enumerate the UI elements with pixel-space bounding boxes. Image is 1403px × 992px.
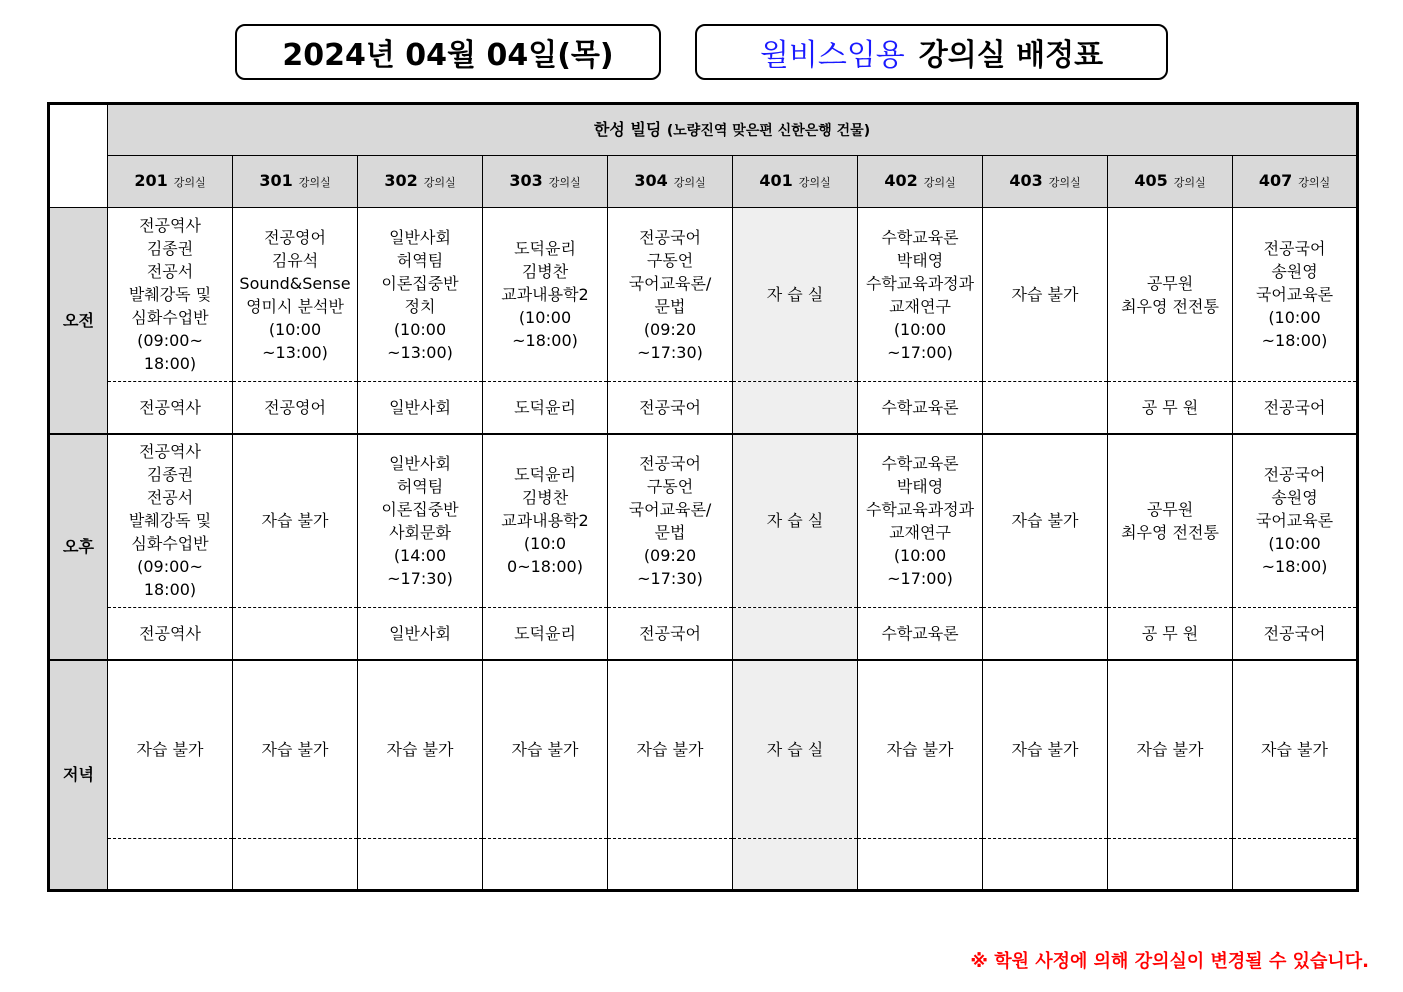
corner-cell — [49, 104, 108, 208]
schedule-cell — [858, 208, 983, 382]
schedule-cell — [1108, 434, 1233, 608]
schedule-cell — [108, 660, 233, 839]
period-label: 오후 — [49, 434, 108, 660]
class-info: 자습 불가 — [1011, 739, 1079, 759]
schedule-cell — [733, 208, 858, 382]
room-header-402 — [858, 156, 983, 208]
subject-cell — [608, 839, 733, 891]
class-info: 전공국어 송원영 국어교육론 (10:00 ~18:00) — [1255, 465, 1334, 577]
date-text: 2024년 04월 04일(목) — [282, 38, 614, 73]
schedule-title — [695, 24, 1168, 80]
room-suffix: 강의실 — [1048, 176, 1081, 189]
room-suffix: 강의실 — [923, 176, 956, 189]
class-info: 자습 불가 — [886, 739, 954, 759]
room-header-401 — [733, 156, 858, 208]
subject-cell: 공 무 원 — [1108, 608, 1233, 660]
schedule-cell — [483, 660, 608, 839]
class-info: 전공국어 구동언 국어교육론/ 문법 (09:20 ~17:30) — [628, 453, 712, 588]
schedule-cell — [608, 660, 733, 839]
room-number: 201 — [134, 171, 168, 190]
room-suffix: 강의실 — [673, 176, 706, 189]
class-info: 공무원 최우영 전전통 — [1121, 499, 1219, 542]
class-info: 자습 불가 — [1136, 739, 1204, 759]
room-suffix: 강의실 — [423, 176, 456, 189]
class-info: 자 습 실 — [766, 739, 824, 759]
subject-cell — [983, 382, 1108, 434]
room-number: 301 — [259, 171, 293, 190]
subject-cell — [983, 839, 1108, 891]
subject-cell — [733, 382, 858, 434]
class-info: 자습 불가 — [136, 739, 204, 759]
subject-cell: 전공국어 — [608, 382, 733, 434]
class-info: 자습 불가 — [1261, 739, 1328, 759]
subject-cell — [483, 839, 608, 891]
class-info: 자 습 실 — [766, 285, 824, 304]
period-row-2 — [49, 660, 1358, 839]
class-info: 자습 불가 — [511, 739, 579, 759]
room-suffix: 강의실 — [173, 176, 206, 189]
room-number: 405 — [1134, 171, 1168, 190]
schedule-cell — [1108, 660, 1233, 839]
schedule-cell — [358, 660, 483, 839]
schedule-cell — [108, 208, 233, 382]
date-title — [235, 24, 661, 80]
room-suffix: 강의실 — [798, 176, 831, 189]
class-info: 자습 불가 — [386, 739, 454, 759]
room-suffix: 강의실 — [1173, 176, 1206, 189]
schedule-cell — [858, 660, 983, 839]
schedule-cell — [233, 434, 358, 608]
room-header-301 — [233, 156, 358, 208]
room-suffix: 강의실 — [548, 176, 581, 189]
schedule-cell — [983, 660, 1108, 839]
subject-cell — [233, 839, 358, 891]
subject-cell: 수학교육론 — [858, 608, 983, 660]
subject-cell: 도덕윤리 — [483, 382, 608, 434]
room-header-407 — [1233, 156, 1358, 208]
room-number: 402 — [884, 171, 918, 190]
subject-cell — [858, 839, 983, 891]
schedule-cell — [483, 434, 608, 608]
room-header-403 — [983, 156, 1108, 208]
class-info: 일반사회 허역팀 이론집중반 사회문화 (14:00 ~17:30) — [381, 453, 459, 588]
subject-cell: 전공국어 — [1233, 382, 1358, 434]
subject-cell — [983, 608, 1108, 660]
subject-cell: 전공영어 — [233, 382, 358, 434]
subject-cell: 공 무 원 — [1108, 382, 1233, 434]
subject-cell: 전공역사 — [108, 608, 233, 660]
subject-cell: 전공국어 — [608, 608, 733, 660]
subject-cell: 일반사회 — [358, 608, 483, 660]
subject-cell: 전공역사 — [108, 382, 233, 434]
room-number: 401 — [759, 171, 793, 190]
class-info: 자습 불가 — [261, 511, 329, 531]
class-info: 전공국어 송원영 국어교육론 (10:00 ~18:00) — [1255, 239, 1334, 350]
subject-cell — [733, 608, 858, 660]
schedule-title-text: 강의실 배정표 — [918, 38, 1104, 73]
class-info: 자습 불가 — [1011, 285, 1079, 304]
room-header-302 — [358, 156, 483, 208]
class-info: 전공국어 구동언 국어교육론/ 문법 (09:20 ~17:30) — [628, 227, 712, 362]
subject-cell: 수학교육론 — [858, 382, 983, 434]
room-number: 407 — [1258, 171, 1293, 190]
period-row-0 — [49, 208, 1358, 382]
schedule-cell — [983, 208, 1108, 382]
schedule-cell — [1233, 434, 1358, 608]
class-info: 일반사회 허역팀 이론집중반 정치 (10:00 ~13:00) — [381, 227, 459, 362]
class-info: 자습 불가 — [261, 739, 329, 759]
subject-cell: 도덕윤리 — [483, 608, 608, 660]
subject-cell: 전공국어 — [1233, 608, 1358, 660]
class-info: 전공역사 김종권 전공서 발췌강독 및 심화수업반 (09:00~ 18:00) — [128, 216, 212, 373]
schedule-cell — [608, 434, 733, 608]
schedule-cell — [1108, 208, 1233, 382]
class-info: 전공역사 김종권 전공서 발췌강독 및 심화수업반 (09:00~ 18:00) — [128, 442, 212, 600]
brand-name: 윌비스임용 — [759, 38, 905, 73]
room-number: 304 — [634, 171, 668, 190]
room-suffix: 강의실 — [1298, 176, 1331, 189]
class-info: 도덕윤리 김병찬 교과내용학2 (10:0 0~18:00) — [501, 465, 589, 577]
class-info: 자 습 실 — [766, 511, 824, 531]
room-header-201 — [108, 156, 233, 208]
schedule-cell — [108, 434, 233, 608]
schedule-cell — [1233, 208, 1358, 382]
room-suffix: 강의실 — [298, 176, 331, 189]
schedule-cell — [358, 434, 483, 608]
room-header-405 — [1108, 156, 1233, 208]
schedule-cell — [858, 434, 983, 608]
schedule-cell — [608, 208, 733, 382]
schedule-cell — [983, 434, 1108, 608]
building-header — [108, 104, 1358, 156]
class-info: 수학교육론 박태영 수학교육과정과 교재연구 (10:00 ~17:00) — [865, 453, 975, 588]
period-subject-row-1 — [49, 608, 1358, 660]
class-info: 수학교육론 박태영 수학교육과정과 교재연구 (10:00 ~17:00) — [865, 227, 975, 362]
period-subject-row-2 — [49, 839, 1358, 891]
subject-cell — [1233, 839, 1358, 891]
subject-cell — [1108, 839, 1233, 891]
room-number: 303 — [509, 171, 543, 190]
period-subject-row-0 — [49, 382, 1358, 434]
room-header-row — [49, 156, 1358, 208]
class-info: 자습 불가 — [636, 739, 704, 759]
period-label: 저녁 — [49, 660, 108, 891]
subject-cell — [733, 839, 858, 891]
schedule-cell — [358, 208, 483, 382]
class-info: 도덕윤리 김병찬 교과내용학2 (10:00 ~18:00) — [501, 239, 589, 350]
classroom-schedule-table — [47, 102, 1359, 892]
period-label: 오전 — [49, 208, 108, 434]
room-number: 403 — [1009, 171, 1043, 190]
class-info: 전공영어 김유석 Sound&Sense 영미시 분석반 (10:00 ~13:00) — [239, 227, 351, 362]
subject-cell — [358, 839, 483, 891]
class-info: 자습 불가 — [1011, 511, 1079, 531]
room-header-304 — [608, 156, 733, 208]
change-notice: ※ 학원 사정에 의해 강의실이 변경될 수 있습니다. — [970, 951, 1369, 972]
building-location: (노량진역 맞은편 신한은행 건물) — [666, 122, 871, 139]
room-number: 302 — [384, 171, 418, 190]
schedule-cell — [733, 434, 858, 608]
subject-cell — [233, 608, 358, 660]
schedule-cell — [733, 660, 858, 839]
schedule-cell — [233, 208, 358, 382]
class-info: 공무원 최우영 전전통 — [1121, 273, 1219, 316]
building-name: 한성 빌딩 — [593, 119, 662, 139]
schedule-cell — [483, 208, 608, 382]
room-header-303 — [483, 156, 608, 208]
schedule-cell — [1233, 660, 1358, 839]
subject-cell: 일반사회 — [358, 382, 483, 434]
subject-cell — [108, 839, 233, 891]
period-row-1 — [49, 434, 1358, 608]
schedule-cell — [233, 660, 358, 839]
